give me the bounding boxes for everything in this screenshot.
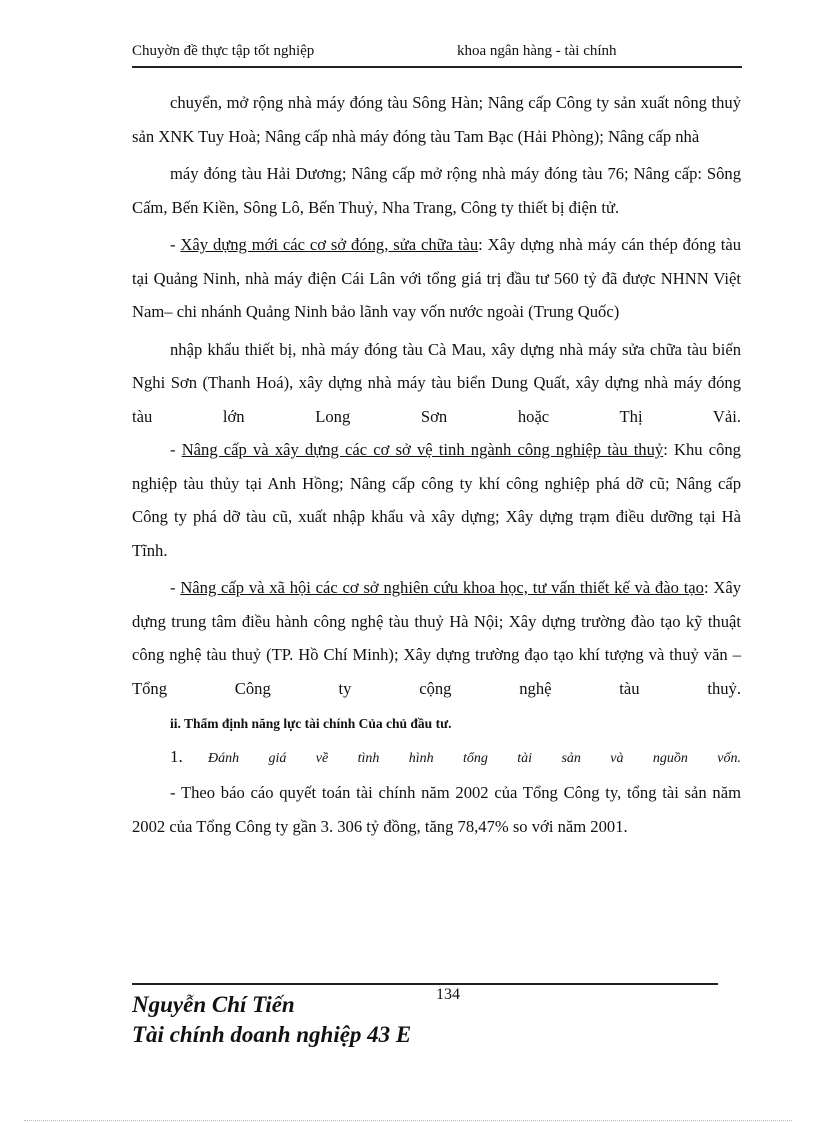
author-class: Tài chính doanh nghiệp 43 E	[132, 1022, 412, 1047]
paragraph-4: nhập khẩu thiết bị, nhà máy đóng tàu Cà Mau, xây dựng nhà máy sửa chữa tàu biển Nghi Sơn (Thanh Hoá), xây dựng nhà máy tàu biển Dung Quất, xây dựng nhà máy đóng tàu lớn Long Sơn hoặc Thị Vải.	[132, 339, 741, 426]
paragraph-5-prefix: -	[170, 440, 182, 459]
header-right-title: khoa ngân hàng - tài chính	[457, 43, 617, 59]
paragraph-5	[132, 433, 741, 567]
section-heading-research-training: Nâng cấp và xã hội các cơ sở nghiên cứu khoa học, tư vấn thiết kế và đào tạo	[180, 578, 704, 597]
numbered-item	[132, 740, 741, 776]
author-block	[132, 990, 411, 1050]
paragraph-6-prefix: -	[170, 578, 181, 597]
paragraph-7: - Theo báo cáo quyết toán tài chính năm 2002 của Tổng Công ty, tổng tài sản năm 2002 của Tổng Công ty gần 3. 306 tỷ đồng, tăng 78,47% so với năm 2001.	[132, 783, 741, 836]
section-heading-new-shipyards: Xây dựng mới các cơ sở đóng, sửa chữa tàu	[180, 235, 479, 254]
paragraph-3-text: : Xây dựng nhà máy cán thép đóng tàu tại Quảng Ninh, nhà máy điện Cái Lân với tổng giá trị đầu tư 560 tỷ đã được NHNN Việt Nam– chi nhánh Quảng Ninh bảo lãnh vay vốn nước ngoài (Trung Quốc)	[132, 235, 741, 321]
page-header	[132, 40, 742, 68]
page-number: 134	[436, 986, 460, 1003]
paragraph-1: chuyển, mở rộng nhà máy đóng tàu Sông Hàn; Nâng cấp Công ty sản xuất nông thuỷ sản XNK Tuy Hoà; Nâng cấp nhà máy đóng tàu Tam Bạc (Hải Phòng); Nâng cấp nhà	[132, 93, 741, 146]
paragraph-3	[132, 228, 741, 329]
paragraph-3-prefix: -	[170, 235, 181, 254]
paragraph-2: máy đóng tàu Hải Dương; Nâng cấp mở rộng nhà máy đóng tàu 76; Nâng cấp: Sông Cấm, Bến Kiền, Sông Lô, Bến Thuỷ, Nha Trang, Công ty thiết bị điện tử.	[132, 164, 741, 217]
item-number: 1.	[170, 747, 183, 766]
subsection-heading: ii. Thẩm định năng lực tài chính Của chủ đầu tư.	[170, 716, 452, 731]
paragraph-5-text: : Khu công nghiệp tàu thủy tại Anh Hồng; Nâng cấp công ty khí công nghiệp phá dỡ cũ; Nâng cấp Công ty phá dỡ tàu cũ, xuất nhập khẩu và xây dựng; Xây dựng trạm điều dưỡng tại Hà Tĩnh.	[132, 440, 741, 560]
header-left-title: Chuyờn đề thực tập tốt nghiệp	[132, 43, 315, 59]
paragraph-6-text: : Xây dựng trung tâm điều hành công nghệ tàu thuỷ Hà Nội; Xây dựng trường đào tạo kỹ thuật công nghệ tàu thuỷ (TP. Hồ Chí Minh); Xây dựng trường đạo tạo khí tượng và thuỷ văn – Tổng Công ty cộng nghệ tàu thuỷ.	[132, 578, 741, 698]
paragraph-6	[132, 571, 741, 705]
author-name: Nguyễn Chí Tiến	[132, 992, 295, 1017]
page-bottom-dotted-border	[24, 1120, 792, 1121]
footer-divider	[132, 983, 718, 985]
item-text: Đánh giá về tình hình tổng tài sản và nguồn vốn.	[208, 751, 741, 766]
document-body	[132, 86, 741, 843]
section-heading-satellite-facilities: Nâng cấp và xây dựng các cơ sở vệ tinh ngành công nghiệp tàu thuỷ	[181, 440, 664, 459]
